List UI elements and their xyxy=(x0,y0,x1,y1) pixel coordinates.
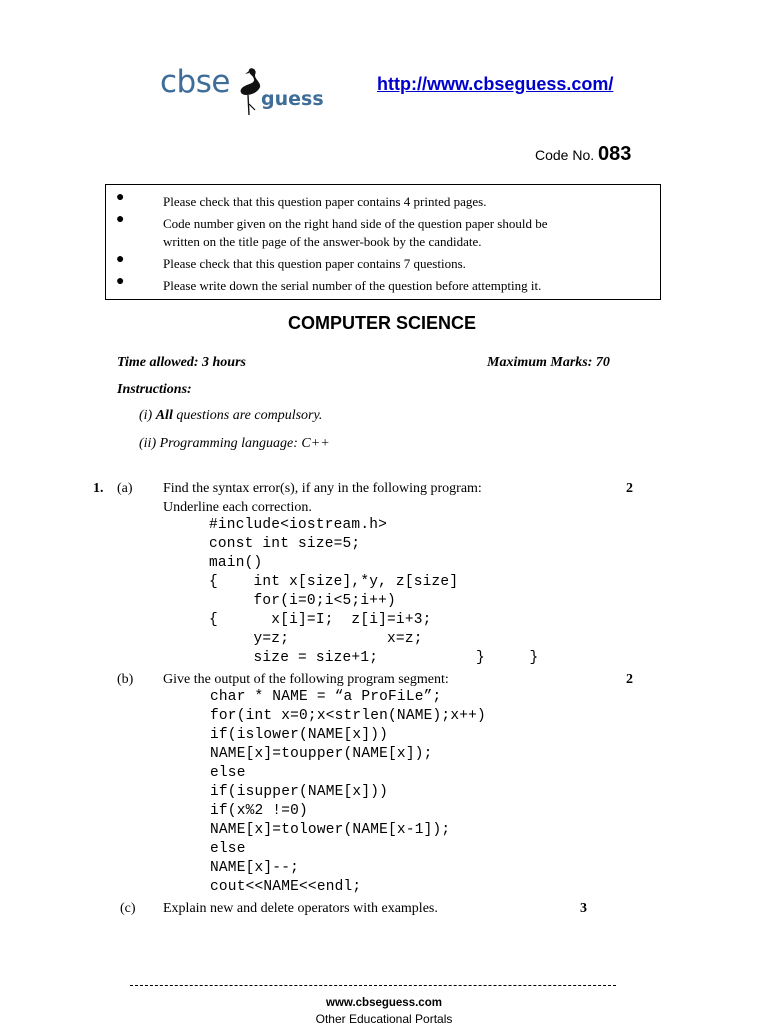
part-b-marks: 2 xyxy=(626,672,633,687)
code-label: Code No. xyxy=(535,147,595,163)
box-line: Code number given on the right hand side of the question paper should be xyxy=(163,216,548,231)
footer-divider xyxy=(130,985,616,986)
code-line: y=z; x=z; xyxy=(209,631,423,647)
code-line: { int x[size],*y, z[size] xyxy=(209,574,459,590)
bullet-icon: ● xyxy=(116,190,125,205)
part-b-text: Give the output of the following program segment: xyxy=(163,672,449,687)
bullet-icon: ● xyxy=(116,274,125,289)
part-a-label: (a) xyxy=(117,481,133,496)
part-a-marks: 2 xyxy=(626,481,633,496)
code-line: for(i=0;i<5;i++) xyxy=(209,593,396,609)
box-line: Please write down the serial number of the question before attempting it. xyxy=(163,278,542,293)
code-line: for(int x=0;x<strlen(NAME);x++) xyxy=(210,708,486,724)
box-line: written on the title page of the answer-book by the candidate. xyxy=(163,234,482,249)
bullet-icon: ● xyxy=(116,252,125,267)
logo-secondary-text: guess xyxy=(261,88,324,110)
part-c-label: (c) xyxy=(120,901,136,916)
maximum-marks: Maximum Marks: 70 xyxy=(487,355,610,370)
footer-tagline: Other Educational Portals xyxy=(315,1012,453,1026)
code-value: 083 xyxy=(598,143,632,165)
code-line: { x[i]=I; z[i]=i+3; xyxy=(209,612,432,628)
logo-primary-text: cbse xyxy=(160,64,230,100)
site-url-link[interactable]: http://www.cbseguess.com/ xyxy=(377,74,614,94)
code-line: cout<<NAME<<endl; xyxy=(210,879,362,895)
code-line: size = size+1; } } xyxy=(209,650,539,666)
bullet-icon: ● xyxy=(116,212,125,227)
code-line: NAME[x]--; xyxy=(210,860,300,876)
code-number xyxy=(535,143,631,166)
code-line: char * NAME = “a ProFiLe”; xyxy=(210,689,442,705)
instructions-box xyxy=(105,184,661,300)
code-line: if(islower(NAME[x])) xyxy=(210,727,389,743)
code-line: #include<iostream.h> xyxy=(209,517,388,533)
code-line: if(x%2 !=0) xyxy=(210,803,308,819)
code-line: NAME[x]=toupper(NAME[x]); xyxy=(210,746,433,762)
part-a-text: Find the syntax error(s), if any in the following program: xyxy=(163,481,482,496)
instruction-2: (ii) Programming language: C++ xyxy=(139,436,330,451)
box-line: Please check that this question paper contains 7 questions. xyxy=(163,256,466,271)
part-b-label: (b) xyxy=(117,672,134,687)
instructions-heading: Instructions: xyxy=(117,382,192,397)
footer-site-link[interactable]: www.cbseguess.com xyxy=(326,997,442,1009)
code-line: const int size=5; xyxy=(209,536,361,552)
time-allowed: Time allowed: 3 hours xyxy=(117,355,246,370)
question-number: 1. xyxy=(93,481,104,496)
page-title: COMPUTER SCIENCE xyxy=(287,313,476,333)
code-line: else xyxy=(210,765,246,781)
code-line: NAME[x]=tolower(NAME[x-1]); xyxy=(210,822,451,838)
part-c-text: Explain new and delete operators with examples. xyxy=(163,901,438,916)
code-line: if(isupper(NAME[x])) xyxy=(210,784,389,800)
cbseguess-logo[interactable] xyxy=(160,64,330,116)
part-a-text-2: Underline each correction. xyxy=(163,500,312,515)
instruction-1: (i) All questions are compulsory. xyxy=(139,408,323,423)
box-line: Please check that this question paper contains 4 printed pages. xyxy=(163,194,487,209)
code-line: else xyxy=(210,841,246,857)
part-c-marks: 3 xyxy=(580,901,587,916)
code-line: main() xyxy=(209,555,263,571)
